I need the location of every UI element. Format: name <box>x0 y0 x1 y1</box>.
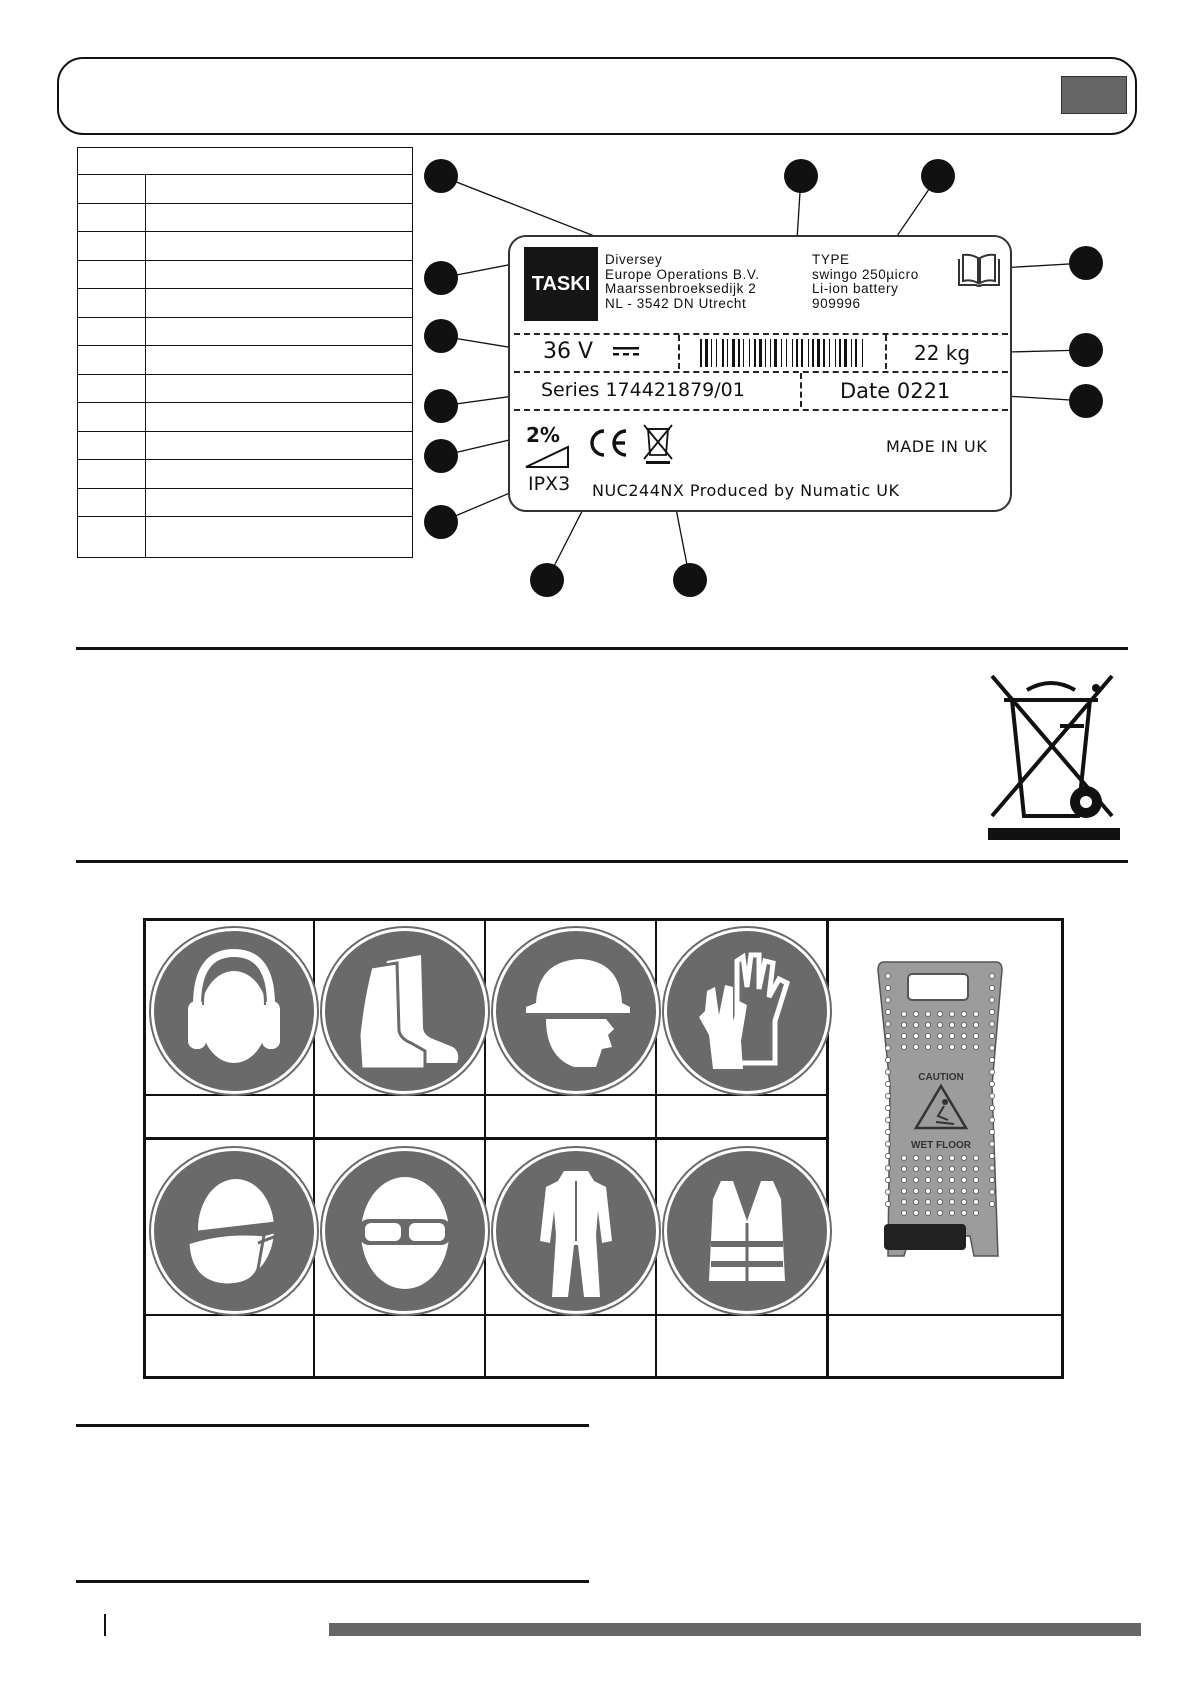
weee-crossed-bin-icon <box>982 666 1124 844</box>
producer-label: NUC244NX Produced by Numatic UK <box>592 481 900 500</box>
callout-ce-mark <box>530 563 564 597</box>
manufacturer-address: Diversey Europe Operations B.V. Maarssenbroeksedijk 2 NL - 3542 DN Utrecht <box>605 252 760 311</box>
voltage-label: 36 V <box>543 339 594 364</box>
footer-page-separator <box>104 1614 106 1636</box>
date-label: Date 0221 <box>840 379 951 403</box>
callout-manufacturer <box>424 159 458 193</box>
section-rule-top <box>76 647 1128 650</box>
wet-floor-text: WET FLOOR <box>911 1140 971 1151</box>
callout-logo <box>424 261 458 295</box>
wet-floor-sign-icon <box>866 956 1016 1276</box>
callout-voltage <box>424 319 458 353</box>
callout-series <box>424 389 458 423</box>
weight-label: 22 kg <box>914 341 971 365</box>
ear-protection-icon <box>151 928 317 1094</box>
face-mask-icon <box>151 1148 317 1314</box>
rating-plate <box>508 235 1012 512</box>
protective-gloves-icon <box>664 928 830 1094</box>
safety-boots-icon <box>322 928 488 1094</box>
ppe-signs-table <box>143 918 1064 1379</box>
safety-goggles-icon <box>322 1148 488 1314</box>
callout-slope <box>424 439 458 473</box>
lower-rule-bottom <box>76 1580 589 1583</box>
dc-symbol-icon <box>612 345 640 359</box>
protective-overall-icon <box>493 1148 659 1314</box>
taski-logo: TASKI <box>524 247 598 321</box>
section-rule-bottom <box>76 860 1128 863</box>
wet-floor-caution-text: CAUTION <box>918 1072 964 1083</box>
callout-date <box>1069 384 1103 418</box>
callout-weight <box>1069 333 1103 367</box>
series-label: Series 174421879/01 <box>541 379 745 401</box>
footer-bar <box>329 1623 1141 1636</box>
callout-ip-rating <box>424 505 458 539</box>
callout-type <box>921 159 955 193</box>
made-in-label: MADE IN UK <box>886 437 988 456</box>
weee-bin-small-icon <box>640 421 676 465</box>
callout-barcode <box>784 159 818 193</box>
ce-mark-icon <box>584 427 632 459</box>
slope-triangle-icon <box>524 445 570 469</box>
read-manual-icon <box>956 253 1002 291</box>
hard-hat-icon <box>493 928 659 1094</box>
callout-manual <box>1069 246 1103 280</box>
type-designation: TYPE swingo 250µicro Li-ion battery 909996 <box>812 252 919 311</box>
barcode <box>698 339 870 367</box>
callout-weee <box>673 563 707 597</box>
lower-rule-top <box>76 1424 589 1427</box>
slope-label: 2% <box>526 423 560 447</box>
high-visibility-vest-icon <box>664 1148 830 1314</box>
ip-rating-label: IPX3 <box>528 473 571 495</box>
